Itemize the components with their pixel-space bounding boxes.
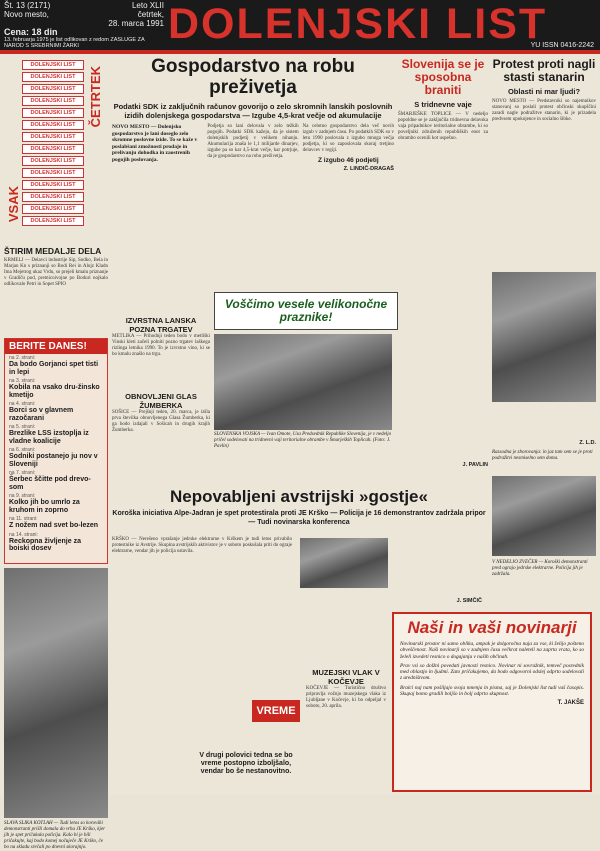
photo-protest-meeting — [492, 272, 596, 402]
photo-nepovabljeni — [300, 538, 388, 588]
nasi-paragraph-3: Bralci naj nam pošiljajo svoja mnenja in pisma, saj je Dolenjski list tudi vaš časopis. Skupaj bomo gradili boljšo in bolj odprto skupnost. — [400, 684, 584, 698]
berite-item-title: Šerbec ščitte pod drevo-som — [9, 476, 91, 491]
price: Cena: 18 din — [4, 27, 58, 37]
berite-item — [5, 446, 107, 469]
nasi-paragraph-1: Novinarski prostor ni samo oblika, ampak je dolgoročna nuja za vse, ki želijo pošteno obveščenost. Naši novinarji so v zadnjem času večkrat naleteli na zaprta vrata, ko so želeli izvedeti resnico o dogajanju v naših občinah. — [400, 641, 584, 660]
photo-nedeljo-zvecer — [492, 476, 596, 556]
issn: YU ISSN 0416-2242 — [530, 42, 594, 49]
berite-item-page: na 9. strani: — [9, 493, 36, 499]
slovenija-headline: Slovenija se je sposobna braniti — [401, 57, 485, 97]
main-article — [112, 56, 394, 172]
berite-item-title: Sodniki postanejo ju nov v Sloveniji — [9, 453, 98, 468]
berite-item-page: na 4. strani: — [9, 401, 36, 407]
protest-headline: Protest proti nagli stasti stanarin — [492, 57, 596, 84]
main-col2: Podjetja so lani delovala v zelo težkih pogojih. Podatki SDK kažejo, da je sistem dolenjskih podjetij v velikem nihanju. Akumulacija znaša le 1,1 milijarde dinarjev, izgube pa so kar 4,5-krat večje, kar potrjuje, da je gospodarstvo na robu preživetja. — [207, 124, 299, 159]
easter-greeting-box — [214, 292, 398, 330]
dl-logo-tile: DOLENJSKI LIST — [22, 132, 84, 142]
main-col3: Na celotno gospodarstvo dela več novih izgub v zadnjem času. Po podatkih SDK so v letu 1990 poslovala z izgubo mnoga večja podjetja, ki so zaposlovala skoraj tretjino delavcev v regiji. — [302, 124, 394, 153]
berite-item-page: na 7. strani: — [9, 470, 36, 476]
nasi-signature: T. JAKŠE — [557, 700, 584, 707]
berite-item-page: na 6. strani: — [9, 447, 36, 453]
strim-heading: ŠTIRIM MEDALJE DELA — [4, 246, 102, 256]
dl-logo-tile: DOLENJSKI LIST — [22, 108, 84, 118]
main-byline: Z. LINDIČ-DRAGAŠ — [343, 166, 394, 172]
masthead-stripe — [0, 50, 600, 54]
protest-text: NOVO MESTO — Predstavniki so najemnikov stanovanj so poslali protest občinski skupščini zaradi nagle podražitve stanarin, ki je prizadela predvsem upokojence in socialno šibke. — [492, 99, 596, 122]
protest-article — [492, 58, 596, 123]
nepovabljeni-deck: Koroška iniciativa Alpe-Jadran je spet protestirala proti JE Krško — Policija je 16 demonstrantov zadržala pripor — Tudi novinarska konferenca — [112, 510, 486, 526]
berite-item-page: na 2. strani: — [9, 355, 36, 361]
issue-number: Št. 13 (2171) — [4, 1, 51, 10]
berite-item-title: Kobila na vsako dru-žinsko kmetijo — [9, 384, 100, 399]
protest-caption: Razsodna je zborovanja: in jaz tam sem se je proti podražitvi nesmiselno sem doma. — [492, 450, 593, 461]
slovenija-article — [398, 58, 488, 142]
issue-date: 28. marca 1991 — [108, 19, 164, 28]
berite-item — [5, 515, 107, 531]
dl-logo-tile: DOLENJSKI LIST — [22, 72, 84, 82]
berite-item-page: na 3. strani: — [9, 378, 36, 384]
berite-item — [5, 492, 107, 515]
photo-caption-kotlah: SLAVA SLIKA KOTLAH — Tudi letos so korovški demonstranti prišli domala do vrha JE Krško, kjer jih je spet pričakala policija. Kalo bi je bili pričakujte, kaj bodo komej nočuječe JE Krško, če bo na skladu srečali po dnevni skorajnjo. — [4, 821, 106, 850]
berite-item-page: na 11. strani: — [9, 516, 38, 522]
dl-logo-tile: DOLENJSKI LIST — [22, 168, 84, 178]
nepovabljeni-headline: Nepovabljeni avstrijski »gostje« — [170, 487, 428, 506]
slovenija-text: ŠMARJEŠKE TOPLICE — V nedeljo popoldne se je zaključila tridnevna delavska vaja pripadnikov teritorialne obrambe, ki so poveljniki združenih republiških enot za obrambo ocenili kot uspešno. — [398, 112, 488, 141]
muzejski-heading: MUZEJSKI VLAK V KOČEVJE — [312, 668, 380, 686]
photo-slovenska-vojska — [214, 334, 392, 430]
berite-item-page: na 14. strani: — [9, 531, 38, 538]
newspaper-logo: DOLENJSKI LIST — [168, 0, 548, 48]
vreme-forecast — [194, 752, 298, 776]
dl-logo-tile: DOLENJSKI LIST — [22, 156, 84, 166]
berite-item — [5, 423, 107, 446]
berite-item-page: na 5. strani: — [9, 424, 36, 430]
nepovabljeni-text: KRŠKO — Nerešeno vprašanje jedrske elektrarne v Krškem je tudi letos privabilo protestnike iz Avstrije. Skupina avstrijskih aktivistov je v soboto poskušala priti do ograje elektrarne, vendar jih je policija ustavila. — [112, 537, 292, 554]
berite-item-title: Reckopna življenje za boiski dosev — [9, 537, 81, 552]
dl-logo-tile: DOLENJSKI LIST — [22, 204, 84, 214]
berite-item — [5, 400, 107, 423]
vreme-forecast-text: V drugi polovici tedna se bo vreme postopno izboljšalo, vendar bo še nestanovitno. — [199, 752, 293, 775]
nasi-heading: Naši in vaši novinarji — [407, 618, 577, 637]
berite-item-title: Brezlike LSS izstoplja iz vladne koalicije — [9, 430, 89, 445]
izvrstna-heading: IZVRSTNA LANSKA POZNA TRGATEV — [125, 316, 197, 334]
main-deck: Podatki SDK iz zaključnih računov govorijo o zelo skromnih lanskih poslovnih izidih dolenjskega gospodarstva — Izgube 4,5-krat večje od akumulacije — [113, 102, 393, 120]
nepovabljeni-article — [112, 487, 486, 527]
dl-logo-tile: DOLENJSKI LIST — [22, 120, 84, 130]
obnovljeni-article — [112, 392, 210, 434]
slovenija-byline: J. PAVLIN — [462, 462, 488, 468]
vertical-label-cetrtek: ČETRTEK — [88, 66, 103, 128]
left-column — [4, 56, 108, 850]
photo-caption-vojska: SLOVENSKA VOJSKA — Ivan Omote, Usa Predsednik Republike Slovenija, je v nedeljo pričel sodelovati na tridnevni vaji teritorialne obrambe v Šmarjeških Toplicah. (Foto: J. Pavlin) — [214, 432, 392, 449]
berite-item-title: Kolko jih bo umrlo za kruhom in zoprno — [9, 499, 80, 514]
berite-item-title: Borci so v glavnem razočarani — [9, 407, 74, 422]
photo-caption-nedeljo: V NEDELJO ZVEČER — Koroški demonstranti pred ograjo jedrske elektrarne. Policija jih je zadržala. — [492, 560, 588, 577]
berite-item-title: Z nožem nad svet bo-lezen — [9, 522, 99, 529]
dl-logo-tile: DOLENJSKI LIST — [22, 180, 84, 190]
berite-item — [5, 531, 107, 554]
easter-greeting-text: Voščimo vesele velikonočne praznike! — [224, 297, 388, 324]
dl-logo-tile: DOLENJSKI LIST — [22, 84, 84, 94]
nasi-paragraph-2: Prav vsi so dolžni povedati javnosti resnico. Novinar ni sovražnik, temveč posrednik med oblastjo in ljudmi. Zato pričakujemo, da bodo odgovorni odslej odprto sodelovali z uredništvom. — [400, 662, 584, 682]
dl-logo-stack — [22, 60, 84, 228]
izvrstna-text: METLIKA — Prihodnji teden bodo v metliški Vinski kleti začeli polniti pozno trgatev laškega rizlinga letnika 1990. To je izvrstno vino, ki se bo kmalu znašlo na trgu. — [112, 334, 210, 357]
muzejski-text: KOČEVJE — Turistično društvo pripravlja vožnjo muzejskega vlaka iz Ljubljane v Kočevje, ki bo odpeljal v soboto, 20. aprila. — [306, 686, 386, 709]
dl-logo-tile: DOLENJSKI LIST — [22, 216, 84, 226]
dl-logo-tile: DOLENJSKI LIST — [22, 144, 84, 154]
vreme-badge: VREME — [252, 700, 300, 722]
masthead — [0, 0, 600, 50]
year: Leto XLII — [131, 1, 164, 10]
dl-logo-tile: DOLENJSKI LIST — [22, 96, 84, 106]
berite-item — [5, 469, 107, 492]
vertical-label-vsak: VSAK — [6, 186, 21, 223]
berite-item — [5, 354, 107, 377]
berite-danes-box — [4, 338, 108, 564]
obnovljeni-text: SOŠICE — Prejšnji teden, 20. marca, je izšla prva številka obnovljenega Glasa Žumberka, ki ga bodo izdajali v Sošicah in drugih krajih Žumberka. — [112, 410, 210, 433]
nasi-novinarji-box — [392, 612, 592, 792]
protest-sub: Oblasti ni mar ljudi? — [507, 87, 581, 96]
main-headline: Gospodarstvo na robu preživetja — [151, 56, 355, 98]
berite-item — [5, 377, 107, 400]
protest-byline: Z. L.D. — [579, 440, 596, 446]
photo-demonstrators — [4, 568, 108, 818]
founded-note: 13. februarja 1975 je list odlikovan z redom ZASLUGE ZA NAROD S SREBRNIMI ŽARKI — [4, 37, 145, 49]
main-lede: NOVO MESTO — Dolenjsko gospodarstvo je lani doseglo zelo skromne poslovne izide. To se kaže v poslabšani zmožnosti prodaje in prelivanju dohodka in zaostrenih pogojih poslovanja. — [112, 124, 198, 163]
nepovabljeni-byline: J. SIMČIČ — [456, 598, 482, 604]
berite-item-title: Da bodo Gorjanci spet tisti in lepi — [9, 361, 99, 376]
berite-danes-title: BERITE DANES! — [5, 339, 107, 354]
slovenija-sub: S tridnevne vaje — [414, 100, 472, 109]
obnovljeni-heading: OBNOVLJENI GLAS ŽUMBERKA — [125, 392, 197, 410]
dl-logo-tile: DOLENJSKI LIST — [22, 60, 84, 70]
main-subheading: Z izgubo 46 podjetij — [317, 157, 379, 164]
weekday: četrtek, — [137, 10, 164, 19]
masthead-info — [4, 1, 164, 49]
muzejski-article — [306, 668, 386, 710]
dl-logo-tile: DOLENJSKI LIST — [22, 192, 84, 202]
location: Novo mesto, — [4, 10, 49, 19]
izvrstna-article — [112, 316, 210, 358]
strim-text: KRMELJ — Delavci industrije Sip, Sodko, Bela in Marjan Kn s priznanji so Bodi Rei in Alojz Kladn Ima Mejetrog ukaz Vrdu, so prejeli kmalu priznanje v Gradiču pod, premicoivojne po Boduri nojkalo odlikovalo Petri in Sopet SPIO — [4, 258, 108, 287]
